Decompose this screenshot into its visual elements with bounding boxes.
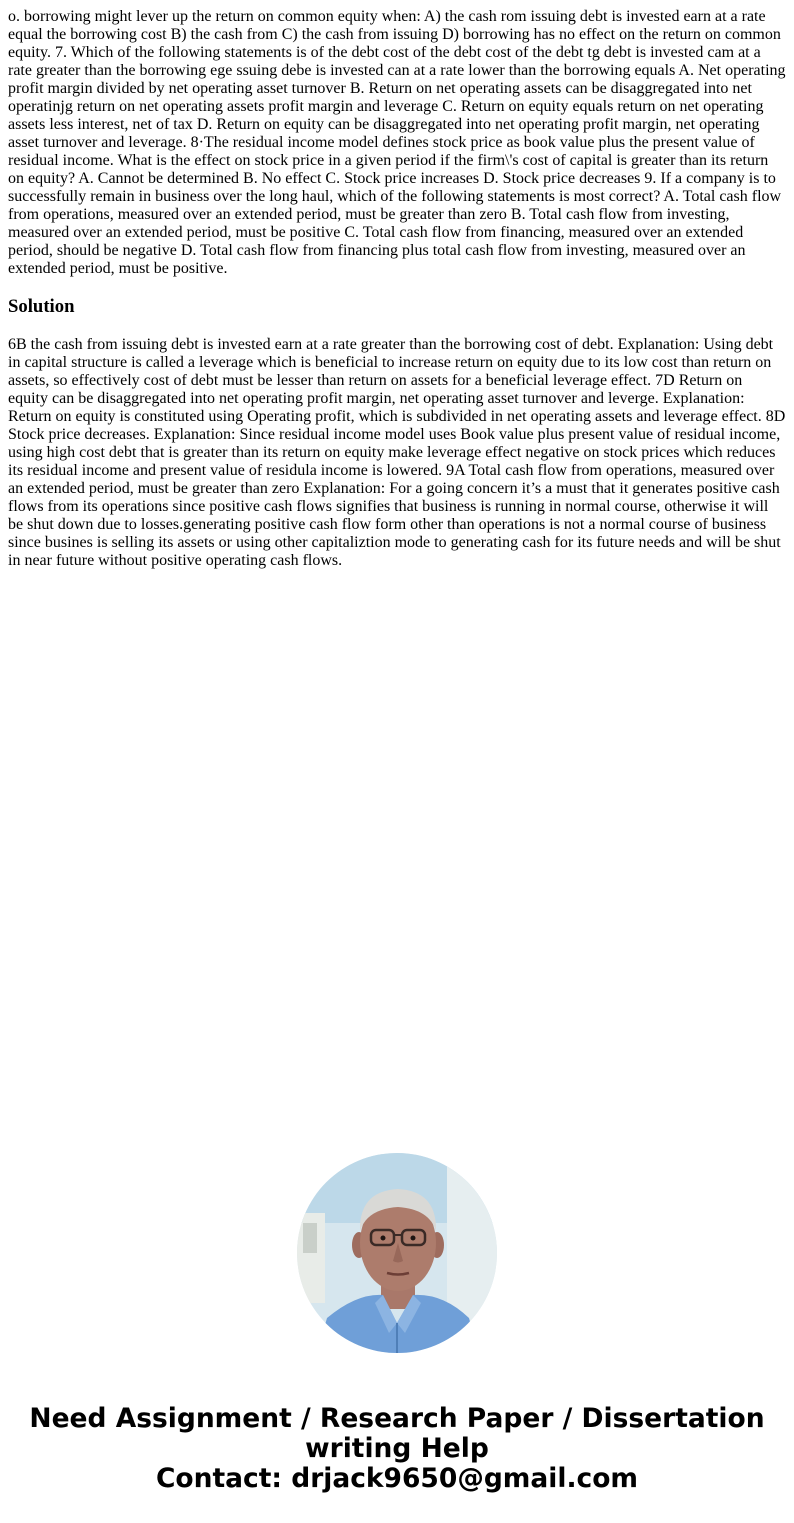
footer-line-2: writing Help [305,1433,489,1464]
question-text: o. borrowing might lever up the return on common equity when: A) the cash rom issuing debt is invested earn at a rate equal the borrowing cost B) the cash from C) the cash from issuing D) borrowing has no effect on the return on common equity. 7. Which of the following statements is of the debt cost of the debt cost of the debt tg debt is invested cam at a rate greater than the borrowing ege ssuing debe is invested can at a rate lower than the borrowing equals A. Net operating profit margin divided by net operating asset turnover B. Return on net operating assets can be disaggregated into net operatinjg return on net operating assets profit margin and leverage C. Return on equity equals return on net operating assets less interest, net of tax D. Return on equity can be disaggregated into net operating profit margin, net operating asset turnover and leverage. 8·The residual income model defines stock price as book value plus the present value of residual income. What is the effect on stock price in a given period if the firm\'s cost of capital is greater than its return on equity? A. Cannot be determined B. No effect C. Stock price increases D. Stock price decreases 9. If a company is to successfully remain in business over the long haul, which of the following statements is most correct? A. Total cash flow from operations, measured over an extended period, must be greater than zero B. Total cash flow from investing, measured over an extended period, must be positive C. Total cash flow from financing, measured over an extended period, should be negative D. Total cash flow from financing plus total cash flow from investing, measured over an extended period, must be positive. [8,8,786,277]
footer-contact-line: Contact: drjack9650@gmail.com [155,1463,639,1494]
avatar [297,1153,497,1353]
footer-line-1: Need Assignment / Research Paper / Dissertation [29,1403,765,1434]
contact-footer [0,1404,794,1494]
solution-heading: Solution [8,296,75,317]
document-content [8,8,786,570]
person-portrait-icon [297,1153,497,1353]
solution-text: 6B the cash from issuing debt is invested earn at a rate greater than the borrowing cost of debt. Explanation: Using debt in capital structure is called a leverage which is beneficial to increase return on equity due to its low cost than return on assets, so effectively cost of debt must be lesser than return on assets for a beneficial leverage effect. 7D Return on equity can be disaggregated into net operating profit margin, net operating asset turnover and leverge. Explanation: Return on equity is constituted using Operating profit, which is subdivided in net operating assets and leverage effect. 8D Stock price decreases. Explanation: Since residual income model uses Book value plus present value of residual income, using high cost debt that is greater than its return on equity make leverage effect negative on stock prices which reduces its residual income and present value of residula income is lowered. 9A Total cash flow from operations, measured over an extended period, must be greater than zero Explanation: For a going concern it’s a must that it generates positive cash flows from its operations since positive cash flows signifies that business is running in normal course, otherwise it will be shut down due to losses.generating positive cash flow form other than operations is not a normal course of business since busines is selling its assets or using other capitaliztion mode to generating cash for its future needs and will be shut in near future without positive operating cash flows. [8,336,786,569]
